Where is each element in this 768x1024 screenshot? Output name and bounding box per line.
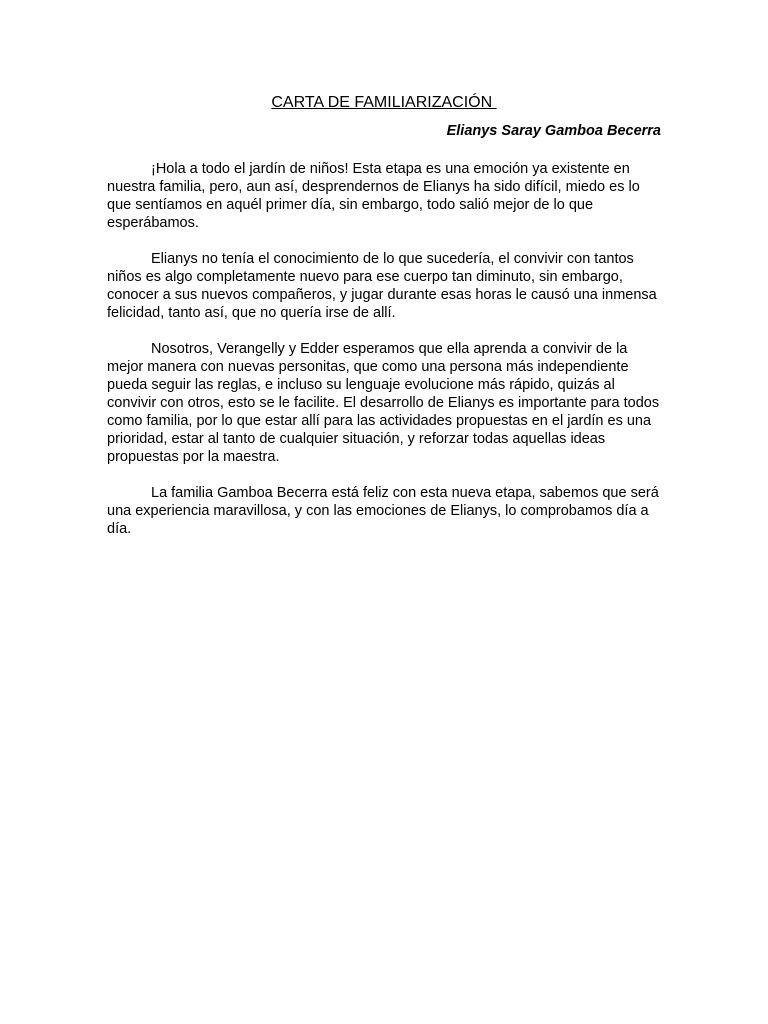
letter-body bbox=[107, 160, 661, 538]
letter-content bbox=[107, 93, 661, 556]
paragraph-2: Elianys no tenía el conocimiento de lo que sucedería, el convivir con tantos niños es algo completamente nuevo para ese cuerpo tan diminuto, sin embargo, conocer a sus nuevos compañeros, y jugar durante esas horas le causó una inmensa felicidad, tanto así, que no quería irse de allí. bbox=[107, 251, 657, 321]
paragraph-4: La familia Gamboa Becerra está feliz con esta nueva etapa, sabemos que será una experiencia maravillosa, y con las emociones de Elianys, lo comprobamos día a día. bbox=[107, 485, 659, 537]
paragraph-1: ¡Hola a todo el jardín de niños! Esta etapa es una emoción ya existente en nuestra familia, pero, aun así, desprendernos de Elianys ha sido difícil, miedo es lo que sentíamos en aquél primer día, sin embargo, todo salió mejor de lo que esperábamos. bbox=[107, 161, 640, 231]
author-name: Elianys Saray Gamboa Becerra bbox=[446, 123, 661, 139]
letter-title: CARTA DE FAMILIARIZACIÓN bbox=[271, 94, 497, 111]
paragraph-3: Nosotros, Verangelly y Edder esperamos que ella aprenda a convivir de la mejor manera con nuevas personitas, que como una persona más independiente pueda seguir las reglas, e incluso su lenguaje evolucione más rápido, quizás al convivir con otros, esto se le facilite. El desarrollo de Elianys es importante para todos como familia, por lo que estar allí para las actividades propuestas en el jardín es una prioridad, estar al tanto de cualquier situación, y reforzar todas aquellas ideas propuestas por la maestra. bbox=[107, 341, 660, 465]
